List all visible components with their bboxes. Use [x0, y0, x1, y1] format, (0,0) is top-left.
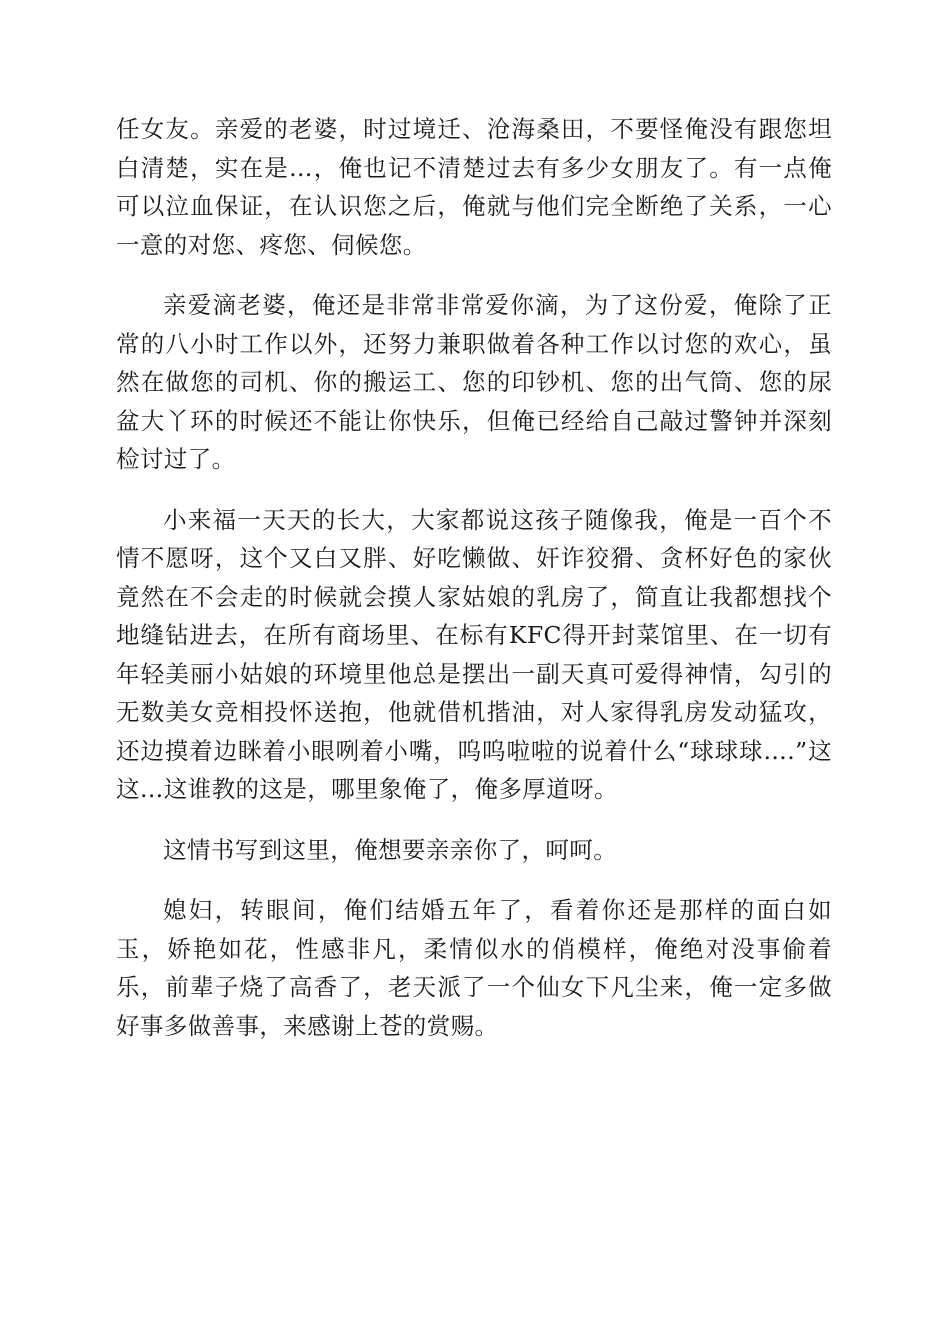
- paragraph-4: 这情书写到这里，俺想要亲亲你了，呵呵。: [163, 835, 618, 864]
- paragraph-1: 任女友。亲爱的老婆，时过境迁、沧海桑田，不要怪俺没有跟您坦白清楚，实在是…，俺也记不清楚过去有多少女朋友了。有一点俺可以泣血保证，在认识您之后，俺就与他们完全断绝了关系，一心一意的对您、疼您、伺候您。: [116, 115, 832, 259]
- paragraph-2: 亲爱滴老婆，俺还是非常非常爱你滴，为了这份爱，俺除了正常的八小时工作以外，还努力兼职做着各种工作以讨您的欢心，虽然在做您的司机、你的搬运工、您的印钞机、您的出气筒、您的尿盆大丫环的时候还不能让你快乐，但俺已经给自己敲过警钟并深刻检讨过了。: [116, 291, 832, 473]
- paragraph-5: 媳妇，转眼间，俺们结婚五年了，看着你还是那样的面白如玉，娇艳如花，性感非凡，柔情似水的俏模样，俺绝对没事偷着乐，前辈子烧了高香了，老天派了一个仙女下凡尘来，俺一定多做好事多做善事，来感谢上苍的赏赐。: [116, 896, 832, 1040]
- letter-body: [116, 110, 832, 1067]
- paragraph-3: 小来福一天天的长大，大家都说这孩子随像我，俺是一百个不情不愿呀，这个又白又胖、好吃懒做、奸诈狡猾、贪杯好色的家伙竟然在不会走的时候就会摸人家姑娘的乳房了，简直让我都想找个地缝钻进去，在所有商场里、在标有KFC得开封菜馆里、在一切有年轻美丽小姑娘的环境里他总是摆出一副天真可爱得神情，勾引的无数美女竞相投怀送抱，他就借机揩油，对人家得乳房发动猛攻，还边摸着边眯着小眼咧着小嘴，呜呜啦啦的说着什么“球球球….”这这…这谁教的这是，哪里象俺了，俺多厚道呀。: [116, 505, 832, 803]
